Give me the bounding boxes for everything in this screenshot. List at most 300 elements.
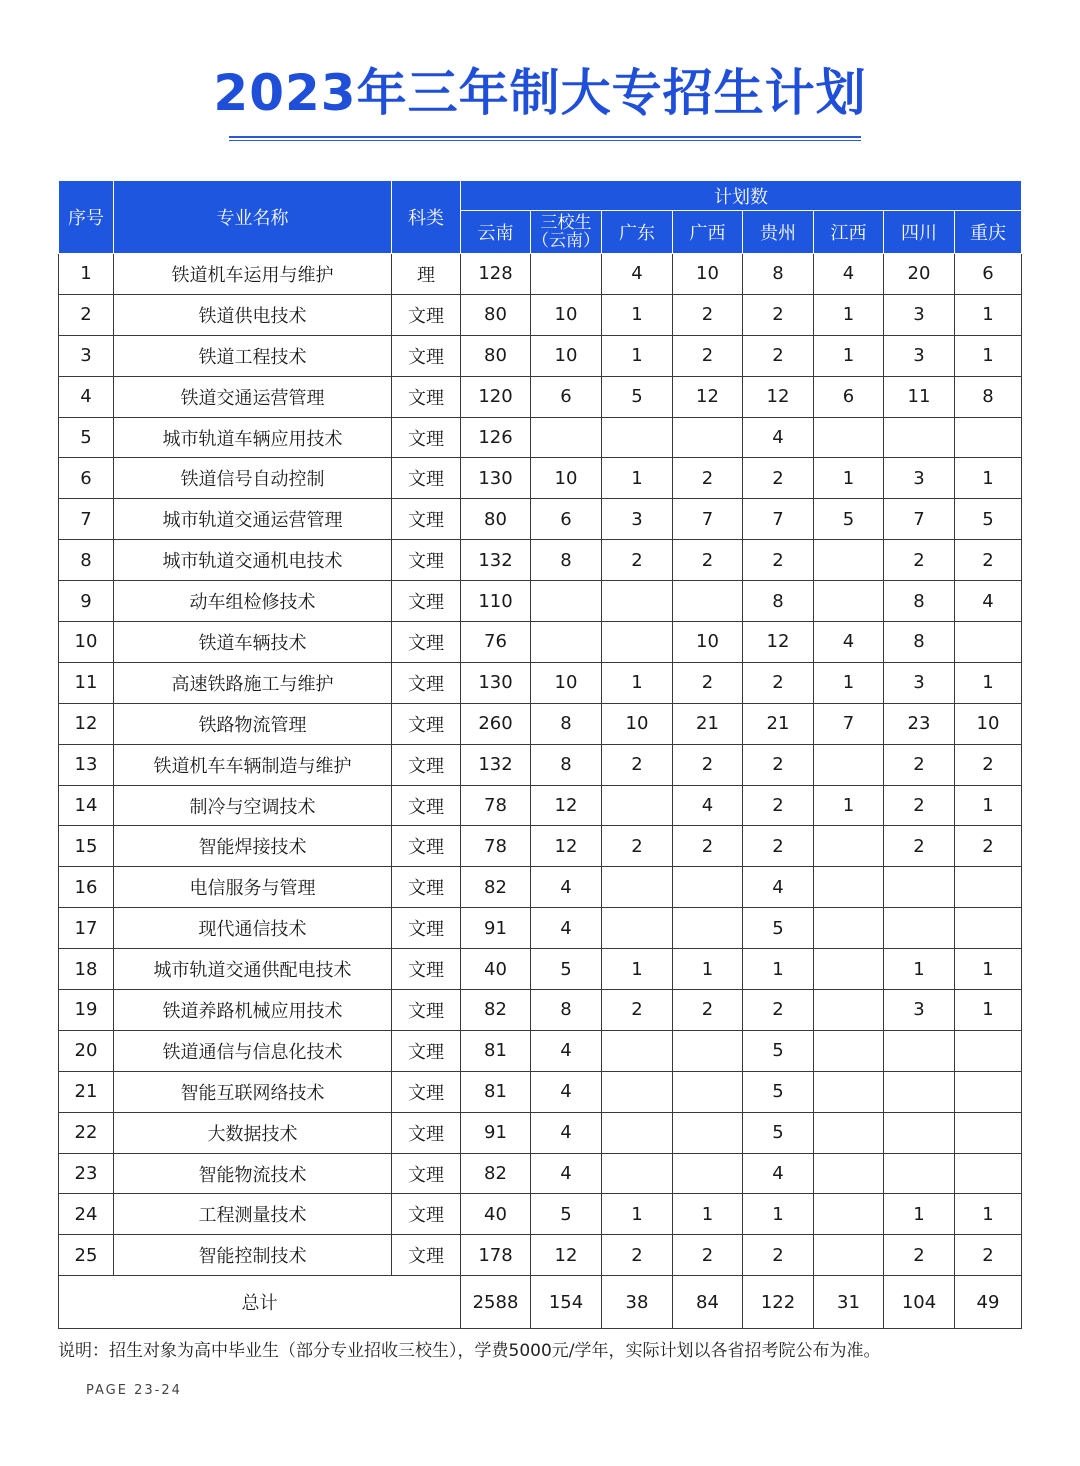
cell-seq: 9 [59,581,114,622]
cell-plan-count [814,417,884,458]
cell-category: 文理 [392,1235,461,1276]
cell-plan-count: 8 [743,581,814,622]
cell-plan-count: 2 [602,540,673,581]
cell-plan-count: 5 [531,949,602,990]
cell-plan-count [814,1194,884,1235]
cell-plan-count: 10 [531,294,602,335]
cell-category: 文理 [392,458,461,499]
cell-plan-count: 6 [955,254,1022,295]
cell-category: 文理 [392,376,461,417]
cell-plan-count: 1 [673,1194,743,1235]
cell-plan-count: 4 [743,1153,814,1194]
cell-plan-count: 110 [461,581,531,622]
cell-plan-count: 5 [602,376,673,417]
cell-seq: 3 [59,335,114,376]
cell-plan-count: 10 [531,662,602,703]
cell-plan-count: 1 [955,1194,1022,1235]
cell-plan-count: 80 [461,335,531,376]
cell-category: 文理 [392,949,461,990]
cell-plan-count [884,417,955,458]
cell-plan-count: 8 [743,254,814,295]
cell-plan-count: 4 [814,622,884,663]
cell-plan-count: 2 [602,744,673,785]
cell-plan-count: 2 [673,662,743,703]
table-row [59,990,1022,1031]
footnote: 说明：招生对象为高中毕业生（部分专业招收三校生），学费5000元/学年，实际计划以各省招考院公布为准。 [58,1341,881,1361]
cell-plan-count: 6 [531,376,602,417]
total-row [59,1276,1022,1329]
table-row [59,1112,1022,1153]
cell-plan-count: 1 [814,335,884,376]
cell-major: 高速铁路施工与维护 [114,662,392,703]
cell-plan-count [602,908,673,949]
cell-plan-count: 12 [743,376,814,417]
cell-plan-count: 82 [461,1153,531,1194]
cell-category: 文理 [392,540,461,581]
cell-plan-count [673,1112,743,1153]
cell-major: 铁道养路机械应用技术 [114,990,392,1031]
cell-plan-count: 5 [743,1071,814,1112]
table-row [59,662,1022,703]
cell-plan-count: 4 [602,254,673,295]
cell-plan-count: 3 [884,458,955,499]
cell-plan-count: 2 [673,335,743,376]
cell-category: 文理 [392,785,461,826]
cell-plan-count: 1 [602,294,673,335]
header-province: 三校生（云南） [531,211,602,254]
cell-plan-count: 2 [743,294,814,335]
cell-plan-count [602,1112,673,1153]
cell-seq: 1 [59,254,114,295]
cell-major: 智能物流技术 [114,1153,392,1194]
cell-seq: 11 [59,662,114,703]
cell-seq: 20 [59,1030,114,1071]
cell-plan-count: 178 [461,1235,531,1276]
cell-plan-count [602,1030,673,1071]
cell-major: 城市轨道交通机电技术 [114,540,392,581]
cell-plan-count: 2 [884,1235,955,1276]
cell-plan-count: 40 [461,1194,531,1235]
cell-plan-count: 4 [531,867,602,908]
header-province: 广西 [673,211,743,254]
cell-plan-count: 2 [743,1235,814,1276]
cell-plan-count [531,254,602,295]
cell-plan-count: 8 [884,622,955,663]
cell-plan-count: 1 [955,294,1022,335]
cell-category: 文理 [392,1112,461,1153]
cell-seq: 21 [59,1071,114,1112]
cell-plan-count: 21 [743,703,814,744]
cell-major: 铁道车辆技术 [114,622,392,663]
cell-seq: 17 [59,908,114,949]
cell-plan-count: 5 [955,499,1022,540]
table-row [59,540,1022,581]
cell-plan-count: 40 [461,949,531,990]
cell-plan-count: 78 [461,785,531,826]
cell-seq: 15 [59,826,114,867]
cell-plan-count: 132 [461,540,531,581]
table-row [59,499,1022,540]
cell-plan-count: 2 [673,294,743,335]
cell-plan-count: 4 [814,254,884,295]
cell-plan-count [955,622,1022,663]
cell-plan-count: 82 [461,867,531,908]
table-row [59,335,1022,376]
cell-major: 制冷与空调技术 [114,785,392,826]
cell-plan-count: 91 [461,1112,531,1153]
cell-plan-count [814,908,884,949]
cell-plan-count: 7 [884,499,955,540]
cell-plan-count: 1 [602,335,673,376]
cell-category: 文理 [392,581,461,622]
cell-major: 铁道机车车辆制造与维护 [114,744,392,785]
cell-seq: 16 [59,867,114,908]
cell-plan-count: 1 [673,949,743,990]
cell-seq: 2 [59,294,114,335]
cell-plan-count: 6 [531,499,602,540]
table-body [59,254,1022,1329]
cell-plan-count: 8 [531,703,602,744]
header-province: 四川 [884,211,955,254]
cell-category: 文理 [392,417,461,458]
cell-major: 铁道供电技术 [114,294,392,335]
cell-plan-count [602,581,673,622]
cell-plan-count [673,1153,743,1194]
cell-plan-count: 2 [743,335,814,376]
table-row [59,622,1022,663]
cell-major: 铁路物流管理 [114,703,392,744]
cell-plan-count: 76 [461,622,531,663]
cell-plan-count: 2 [955,744,1022,785]
cell-plan-count: 4 [743,417,814,458]
cell-plan-count: 4 [531,1030,602,1071]
cell-major: 智能互联网络技术 [114,1071,392,1112]
cell-plan-count: 8 [531,540,602,581]
cell-plan-count [673,908,743,949]
header-province: 广东 [602,211,673,254]
cell-plan-count: 128 [461,254,531,295]
cell-plan-count [531,622,602,663]
cell-plan-count [602,1071,673,1112]
cell-plan-count: 10 [955,703,1022,744]
cell-plan-count: 2 [955,540,1022,581]
table-row [59,785,1022,826]
total-count: 31 [814,1276,884,1329]
cell-plan-count: 3 [884,662,955,703]
cell-plan-count: 10 [602,703,673,744]
cell-plan-count: 2 [884,540,955,581]
cell-plan-count: 126 [461,417,531,458]
cell-plan-count [955,417,1022,458]
cell-plan-count: 2 [743,662,814,703]
cell-plan-count [955,908,1022,949]
table-row [59,1235,1022,1276]
cell-seq: 23 [59,1153,114,1194]
cell-major: 铁道信号自动控制 [114,458,392,499]
cell-plan-count [814,867,884,908]
cell-seq: 24 [59,1194,114,1235]
cell-plan-count: 80 [461,294,531,335]
cell-plan-count: 2 [673,744,743,785]
header-major: 专业名称 [114,181,392,254]
cell-plan-count [884,1153,955,1194]
cell-plan-count: 4 [955,581,1022,622]
cell-plan-count: 5 [531,1194,602,1235]
cell-major: 城市轨道车辆应用技术 [114,417,392,458]
cell-plan-count: 10 [673,622,743,663]
cell-plan-count [673,1071,743,1112]
table-row [59,294,1022,335]
cell-plan-count [814,540,884,581]
cell-plan-count: 4 [531,1112,602,1153]
cell-plan-count: 1 [602,949,673,990]
cell-seq: 13 [59,744,114,785]
cell-plan-count: 10 [531,458,602,499]
cell-plan-count: 2 [602,990,673,1031]
total-count: 122 [743,1276,814,1329]
cell-plan-count: 3 [884,294,955,335]
cell-category: 文理 [392,867,461,908]
cell-category: 文理 [392,499,461,540]
cell-plan-count [814,1112,884,1153]
total-count: 104 [884,1276,955,1329]
cell-category: 文理 [392,622,461,663]
table-row [59,908,1022,949]
cell-seq: 19 [59,990,114,1031]
cell-plan-count [531,417,602,458]
cell-major: 铁道工程技术 [114,335,392,376]
cell-plan-count [814,826,884,867]
cell-plan-count [814,1235,884,1276]
cell-plan-count: 2 [743,744,814,785]
cell-plan-count: 2 [673,540,743,581]
cell-plan-count [814,949,884,990]
cell-plan-count: 2 [743,458,814,499]
cell-plan-count: 12 [743,622,814,663]
cell-seq: 4 [59,376,114,417]
cell-category: 文理 [392,294,461,335]
cell-major: 现代通信技术 [114,908,392,949]
cell-category: 文理 [392,1030,461,1071]
cell-plan-count [955,1153,1022,1194]
cell-plan-count: 260 [461,703,531,744]
header-province: 云南 [461,211,531,254]
cell-major: 城市轨道交通运营管理 [114,499,392,540]
table-row [59,703,1022,744]
cell-plan-count: 1 [814,662,884,703]
table-row [59,1153,1022,1194]
cell-plan-count: 1 [743,1194,814,1235]
header-province: 重庆 [955,211,1022,254]
cell-plan-count [814,990,884,1031]
cell-plan-count: 10 [673,254,743,295]
total-count: 154 [531,1276,602,1329]
cell-plan-count: 12 [531,785,602,826]
cell-plan-count: 4 [531,908,602,949]
total-count: 49 [955,1276,1022,1329]
cell-plan-count: 2 [673,458,743,499]
cell-plan-count [602,622,673,663]
table-row [59,949,1022,990]
table-row [59,581,1022,622]
cell-plan-count [531,581,602,622]
cell-plan-count: 5 [743,1112,814,1153]
cell-plan-count [814,1153,884,1194]
table-row [59,458,1022,499]
title-underline [229,136,861,142]
cell-plan-count: 2 [884,785,955,826]
cell-plan-count: 2 [602,826,673,867]
cell-plan-count: 3 [884,990,955,1031]
header-seq: 序号 [59,181,114,254]
cell-plan-count: 2 [743,540,814,581]
cell-seq: 18 [59,949,114,990]
cell-plan-count: 130 [461,458,531,499]
cell-plan-count: 8 [531,744,602,785]
cell-plan-count: 21 [673,703,743,744]
cell-plan-count: 2 [743,785,814,826]
cell-plan-count: 12 [531,826,602,867]
cell-seq: 10 [59,622,114,663]
cell-plan-count [955,1030,1022,1071]
cell-category: 理 [392,254,461,295]
cell-plan-count: 2 [673,990,743,1031]
cell-plan-count: 4 [531,1071,602,1112]
cell-plan-count: 2 [743,826,814,867]
cell-category: 文理 [392,703,461,744]
cell-category: 文理 [392,744,461,785]
enrollment-plan-table [58,180,1022,1329]
cell-seq: 6 [59,458,114,499]
cell-plan-count [955,1112,1022,1153]
cell-plan-count [602,1153,673,1194]
cell-plan-count: 3 [884,335,955,376]
table-row [59,826,1022,867]
cell-plan-count: 12 [531,1235,602,1276]
header-category: 科类 [392,181,461,254]
cell-plan-count: 1 [602,662,673,703]
cell-plan-count: 5 [743,908,814,949]
cell-plan-count: 2 [673,1235,743,1276]
cell-plan-count: 1 [955,949,1022,990]
cell-category: 文理 [392,908,461,949]
cell-plan-count: 2 [884,744,955,785]
cell-major: 智能控制技术 [114,1235,392,1276]
cell-plan-count [602,785,673,826]
cell-plan-count [673,867,743,908]
cell-plan-count: 81 [461,1030,531,1071]
cell-plan-count: 1 [814,458,884,499]
cell-plan-count: 4 [743,867,814,908]
cell-plan-count [884,1071,955,1112]
cell-seq: 8 [59,540,114,581]
cell-plan-count: 4 [673,785,743,826]
cell-plan-count: 5 [814,499,884,540]
cell-plan-count: 81 [461,1071,531,1112]
cell-plan-count: 2 [955,826,1022,867]
cell-major: 电信服务与管理 [114,867,392,908]
cell-seq: 5 [59,417,114,458]
cell-plan-count [955,1071,1022,1112]
header-plan-group: 计划数 [461,181,1022,211]
cell-plan-count: 3 [602,499,673,540]
cell-major: 铁道通信与信息化技术 [114,1030,392,1071]
cell-seq: 22 [59,1112,114,1153]
cell-plan-count: 2 [884,826,955,867]
cell-plan-count: 20 [884,254,955,295]
cell-plan-count [814,581,884,622]
cell-plan-count: 132 [461,744,531,785]
cell-plan-count: 1 [955,458,1022,499]
cell-plan-count [814,1030,884,1071]
cell-plan-count [673,1030,743,1071]
table-row [59,376,1022,417]
cell-major: 铁道交通运营管理 [114,376,392,417]
cell-plan-count: 82 [461,990,531,1031]
header-province: 贵州 [743,211,814,254]
cell-category: 文理 [392,1194,461,1235]
cell-plan-count: 1 [884,1194,955,1235]
cell-category: 文理 [392,826,461,867]
cell-plan-count: 10 [531,335,602,376]
cell-plan-count: 130 [461,662,531,703]
cell-major: 城市轨道交通供配电技术 [114,949,392,990]
cell-major: 动车组检修技术 [114,581,392,622]
cell-plan-count: 7 [814,703,884,744]
cell-plan-count: 1 [602,458,673,499]
cell-major: 铁道机车运用与维护 [114,254,392,295]
cell-plan-count: 12 [673,376,743,417]
cell-plan-count: 4 [531,1153,602,1194]
cell-plan-count: 1 [743,949,814,990]
cell-plan-count: 8 [955,376,1022,417]
cell-category: 文理 [392,990,461,1031]
total-count: 2588 [461,1276,531,1329]
cell-seq: 12 [59,703,114,744]
cell-plan-count: 78 [461,826,531,867]
table-row [59,867,1022,908]
cell-plan-count [884,867,955,908]
cell-plan-count [884,908,955,949]
cell-plan-count [673,417,743,458]
cell-plan-count [602,417,673,458]
cell-plan-count: 91 [461,908,531,949]
cell-plan-count: 2 [673,826,743,867]
cell-plan-count: 1 [602,1194,673,1235]
cell-plan-count [884,1112,955,1153]
cell-plan-count: 8 [531,990,602,1031]
page-number: PAGE 23-24 [86,1383,182,1398]
cell-plan-count [884,1030,955,1071]
cell-plan-count: 7 [673,499,743,540]
cell-plan-count: 1 [814,294,884,335]
table-row [59,744,1022,785]
total-count: 84 [673,1276,743,1329]
cell-category: 文理 [392,335,461,376]
cell-plan-count: 2 [602,1235,673,1276]
table-row [59,254,1022,295]
cell-seq: 25 [59,1235,114,1276]
cell-plan-count: 1 [955,335,1022,376]
header-province: 江西 [814,211,884,254]
cell-seq: 7 [59,499,114,540]
cell-category: 文理 [392,1153,461,1194]
cell-plan-count: 2 [743,990,814,1031]
cell-plan-count: 1 [955,662,1022,703]
cell-major: 大数据技术 [114,1112,392,1153]
table-row [59,1194,1022,1235]
cell-plan-count: 1 [884,949,955,990]
